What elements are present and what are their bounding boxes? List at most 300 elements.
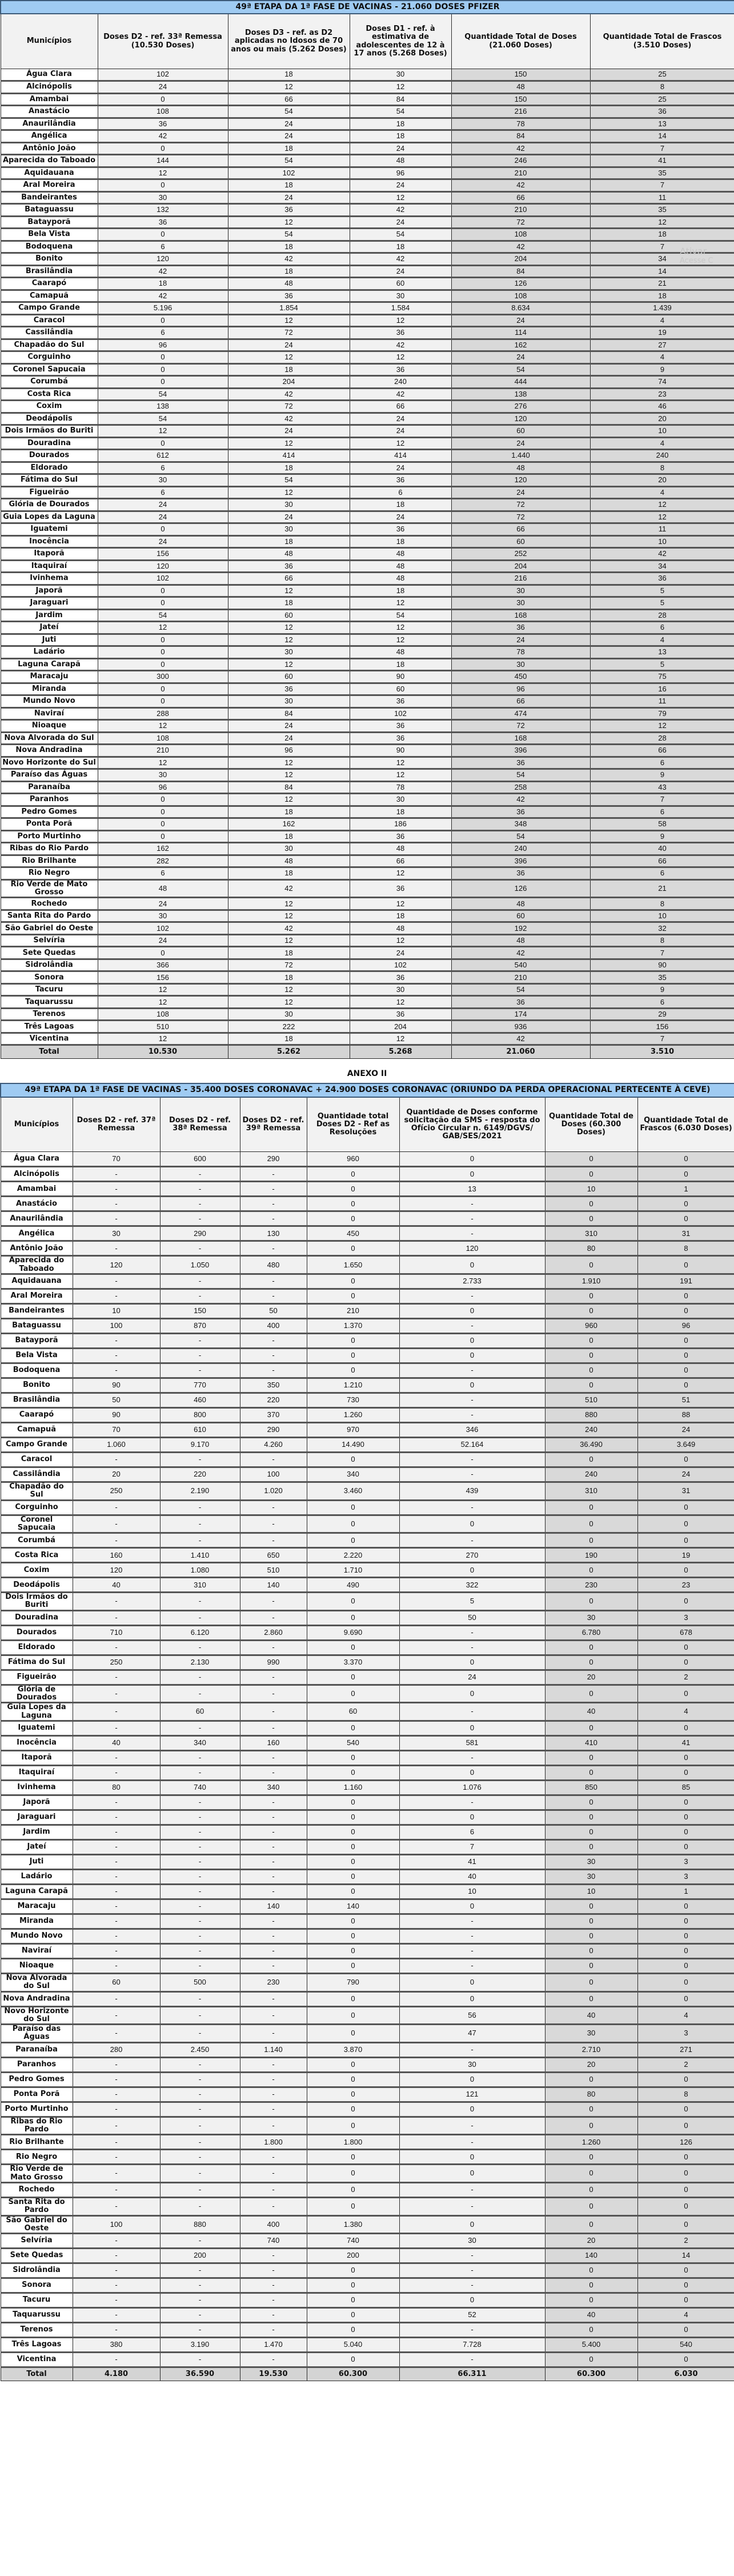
dose-value: 24 <box>228 118 350 130</box>
dose-value: 0 <box>637 1825 734 1839</box>
dose-value: 0 <box>399 2102 545 2117</box>
table-row <box>1 867 734 880</box>
municipality-name: Laguna Carapã <box>1 1884 73 1899</box>
dose-value: 60 <box>73 1973 160 1991</box>
dose-value: 0 <box>545 1289 637 1303</box>
table-row <box>1 241 734 253</box>
dose-value: - <box>240 1274 307 1289</box>
dose-value: 0 <box>545 1825 637 1839</box>
municipality-name: Douradina <box>1 437 98 450</box>
dose-value: 678 <box>637 1625 734 1640</box>
dose-value: 0 <box>399 1333 545 1348</box>
dose-value: 150 <box>451 69 590 81</box>
municipality-name: Maracaju <box>1 1899 73 1914</box>
dose-value: 36 <box>350 523 451 536</box>
dose-value: 23 <box>637 1578 734 1593</box>
dose-value: 0 <box>637 2102 734 2117</box>
table-row <box>1 1655 734 1670</box>
dose-value: - <box>240 2182 307 2197</box>
dose-value: 4 <box>590 314 734 327</box>
dose-value: 870 <box>160 1318 240 1333</box>
dose-value: 24 <box>350 142 451 155</box>
dose-value: 66 <box>350 855 451 867</box>
dose-value: 90 <box>73 1407 160 1422</box>
dose-value: 186 <box>350 818 451 831</box>
dose-value: - <box>73 1899 160 1914</box>
total-row <box>1 2367 734 2381</box>
municipality-name: Paranhos <box>1 794 98 806</box>
table-row <box>1 959 734 971</box>
dose-value: 18 <box>228 363 350 376</box>
dose-value: 41 <box>399 1854 545 1869</box>
dose-value: - <box>160 2025 240 2043</box>
dose-value: - <box>160 1452 240 1467</box>
dose-value: - <box>73 1914 160 1929</box>
dose-value: 880 <box>545 1407 637 1422</box>
dose-value: - <box>240 1348 307 1363</box>
dose-value: 18 <box>590 229 734 241</box>
dose-value: 10 <box>399 1884 545 1899</box>
dose-value: 36 <box>228 683 350 695</box>
dose-value: - <box>399 1407 545 1422</box>
dose-value: 0 <box>545 1348 637 1363</box>
dose-value: 160 <box>240 1735 307 1750</box>
column-header: Quantidade total Doses D2 - Ref as Resoluções <box>307 1097 399 1152</box>
dose-value: 29 <box>590 1008 734 1021</box>
dose-value: 0 <box>307 1515 399 1533</box>
table-row <box>1 1378 734 1393</box>
municipality-name: Aquidauana <box>1 167 98 179</box>
table-row <box>1 2135 734 2150</box>
dose-value: 0 <box>637 1211 734 1226</box>
dose-value: 40 <box>590 843 734 855</box>
municipality-name: Bataguassu <box>1 1318 73 1333</box>
municipality-name: Coxim <box>1 1563 73 1578</box>
dose-value: - <box>73 1765 160 1780</box>
dose-value: - <box>160 1610 240 1625</box>
dose-value: 7 <box>399 1839 545 1854</box>
dose-value: 0 <box>98 947 228 959</box>
table-row <box>1 523 734 536</box>
dose-value: 240 <box>451 843 590 855</box>
dose-value: 13 <box>399 1182 545 1197</box>
municipality-name: Jardim <box>1 1825 73 1839</box>
municipality-name: Corumbá <box>1 376 98 389</box>
dose-value: 48 <box>451 81 590 94</box>
municipality-name: Bonito <box>1 253 98 266</box>
table-row <box>1 130 734 143</box>
municipality-name: Vicentina <box>1 1033 98 1045</box>
table-row <box>1 879 734 898</box>
table-row <box>1 2150 734 2165</box>
municipality-name: Corguinho <box>1 351 98 364</box>
dose-value: 21 <box>590 278 734 290</box>
municipality-name: Naviraí <box>1 707 98 720</box>
municipality-name: Paranhos <box>1 2057 73 2072</box>
dose-value: 102 <box>228 167 350 179</box>
dose-value: 2 <box>637 2057 734 2072</box>
dose-value: 12 <box>98 720 228 733</box>
municipality-name: Rio Negro <box>1 867 98 880</box>
municipality-name: Camapuã <box>1 290 98 302</box>
dose-value: - <box>73 2249 160 2263</box>
municipality-name: Itaquiraí <box>1 1765 73 1780</box>
dose-value: 0 <box>637 1958 734 1973</box>
dose-value: 96 <box>98 339 228 351</box>
dose-value: 102 <box>350 707 451 720</box>
dose-value: 12 <box>350 597 451 610</box>
dose-value: 0 <box>307 1500 399 1515</box>
dose-value: 0 <box>98 683 228 695</box>
dose-value: 84 <box>451 265 590 278</box>
dose-value: - <box>160 1750 240 1765</box>
dose-value: 84 <box>350 93 451 106</box>
dose-value: 24 <box>98 511 228 523</box>
dose-value: 1.060 <box>73 1437 160 1452</box>
municipality-name: Taquarussu <box>1 2308 73 2323</box>
dose-value: 0 <box>637 1750 734 1765</box>
municipality-name: Camapuã <box>1 1422 73 1437</box>
dose-value: 1 <box>637 1884 734 1899</box>
municipality-name: Inocência <box>1 1735 73 1750</box>
dose-value: 0 <box>637 1593 734 1611</box>
table-row <box>1 1795 734 1810</box>
dose-value: 0 <box>307 1533 399 1548</box>
dose-value: 42 <box>228 879 350 898</box>
dose-value: 54 <box>228 474 350 487</box>
municipality-name: Japorã <box>1 1795 73 1810</box>
table-row <box>1 573 734 585</box>
dose-value: 20 <box>590 474 734 487</box>
dose-value: 0 <box>307 1929 399 1943</box>
dose-value: 936 <box>451 1021 590 1033</box>
dose-value: 0 <box>637 1640 734 1655</box>
dose-value: 0 <box>307 1211 399 1226</box>
dose-value: 0 <box>307 1721 399 1735</box>
dose-value: 42 <box>350 204 451 217</box>
table-row <box>1 1289 734 1303</box>
table-row <box>1 855 734 867</box>
municipality-name: Ribas do Rio Pardo <box>1 2117 73 2135</box>
dose-value: 12 <box>350 81 451 94</box>
dose-value: - <box>73 1500 160 1515</box>
dose-value: 0 <box>399 2072 545 2087</box>
municipality-name: Deodápolis <box>1 413 98 425</box>
dose-value: - <box>73 2293 160 2308</box>
municipality-name: Iguatemi <box>1 523 98 536</box>
dose-value: 240 <box>590 450 734 462</box>
dose-value: 0 <box>545 1914 637 1929</box>
dose-value: - <box>160 1825 240 1839</box>
table-row <box>1 2215 734 2234</box>
dose-value: - <box>240 1991 307 2006</box>
dose-value: 12 <box>350 314 451 327</box>
municipality-name: Tacuru <box>1 2293 73 2308</box>
dose-value: - <box>73 2006 160 2025</box>
dose-value: - <box>73 2278 160 2293</box>
dose-value: 0 <box>545 2165 637 2183</box>
dose-value: 9 <box>590 983 734 996</box>
dose-value: 12 <box>590 720 734 733</box>
dose-value: 5.040 <box>307 2338 399 2353</box>
dose-value: 410 <box>545 1735 637 1750</box>
table-row <box>1 922 734 935</box>
municipality-name: Nova Andradina <box>1 1991 73 2006</box>
dose-value: 0 <box>399 1303 545 1318</box>
municipality-name: Ponta Porã <box>1 2087 73 2102</box>
dose-value: 0 <box>637 2263 734 2278</box>
dose-value: 0 <box>545 2278 637 2293</box>
dose-value: 0 <box>637 1839 734 1854</box>
table-row <box>1 769 734 782</box>
dose-value: - <box>73 2057 160 2072</box>
dose-value: - <box>73 1884 160 1899</box>
dose-value: - <box>160 1795 240 1810</box>
dose-value: 42 <box>228 413 350 425</box>
table-row <box>1 1703 734 1721</box>
dose-value: 41 <box>637 1735 734 1750</box>
dose-value: 0 <box>637 1563 734 1578</box>
municipality-name: Bandeirantes <box>1 191 98 204</box>
table-row <box>1 1021 734 1033</box>
dose-value: 150 <box>451 93 590 106</box>
dose-value: - <box>399 1318 545 1333</box>
dose-value: 162 <box>228 818 350 831</box>
dose-value: 24 <box>228 425 350 438</box>
municipality-name: Ivinhema <box>1 1780 73 1795</box>
dose-value: 258 <box>451 781 590 794</box>
dose-value: 0 <box>545 2323 637 2338</box>
dose-value: 3 <box>637 1854 734 1869</box>
dose-value: - <box>73 2072 160 2087</box>
dose-value: 48 <box>350 646 451 659</box>
table-row <box>1 1363 734 1378</box>
dose-value: 18 <box>228 462 350 474</box>
table-row <box>1 363 734 376</box>
dose-value: 90 <box>73 1378 160 1393</box>
dose-value: - <box>73 1333 160 1348</box>
dose-value: 150 <box>160 1303 240 1318</box>
dose-value: 6 <box>590 622 734 634</box>
dose-value: - <box>240 1211 307 1226</box>
dose-value: - <box>73 1869 160 1884</box>
dose-value: 7 <box>590 794 734 806</box>
dose-value: - <box>73 1274 160 1289</box>
dose-value: 271 <box>637 2042 734 2057</box>
table-row <box>1 732 734 745</box>
dose-value: - <box>240 1670 307 1685</box>
dose-value: 72 <box>451 216 590 229</box>
dose-value: 42 <box>228 388 350 401</box>
municipality-name: Mundo Novo <box>1 1929 73 1943</box>
dose-value: 0 <box>545 1363 637 1378</box>
municipality-name: Inocência <box>1 535 98 548</box>
municipality-name: São Gabriel do Oeste <box>1 922 98 935</box>
dose-value: 18 <box>228 867 350 880</box>
dose-value: 36 <box>350 720 451 733</box>
table-row <box>1 499 734 511</box>
dose-value: - <box>399 1750 545 1765</box>
dose-value: - <box>240 1640 307 1655</box>
table-row <box>1 634 734 646</box>
dose-value: 0 <box>545 1991 637 2006</box>
dose-value: - <box>160 1839 240 1854</box>
dose-value: 30 <box>98 191 228 204</box>
dose-value: 0 <box>637 1303 734 1318</box>
dose-value: 140 <box>545 2249 637 2263</box>
dose-value: 36 <box>350 363 451 376</box>
dose-value: 1.854 <box>228 302 350 315</box>
dose-value: 222 <box>228 1021 350 1033</box>
dose-value: 0 <box>98 646 228 659</box>
table-row <box>1 1563 734 1578</box>
column-header: Doses D2 - ref. 33ª Remessa (10.530 Doses) <box>98 14 228 69</box>
dose-value: 18 <box>228 265 350 278</box>
dose-value: 9 <box>590 830 734 843</box>
dose-value: 0 <box>545 1765 637 1780</box>
dose-value: 24 <box>350 462 451 474</box>
municipality-name: Cassilândia <box>1 327 98 339</box>
municipality-name: Coxim <box>1 401 98 413</box>
dose-value: 0 <box>545 1810 637 1825</box>
dose-value: 346 <box>399 1422 545 1437</box>
dose-value: - <box>240 1241 307 1256</box>
municipality-name: Bela Vista <box>1 229 98 241</box>
dose-value: 80 <box>545 2087 637 2102</box>
table-row <box>1 658 734 671</box>
dose-value: - <box>160 1533 240 1548</box>
dose-value: 18 <box>228 535 350 548</box>
dose-value: 0 <box>637 1197 734 1211</box>
dose-value: 0 <box>637 1452 734 1467</box>
total-value: 5.262 <box>228 1045 350 1059</box>
dose-value: 0 <box>98 523 228 536</box>
dose-value: - <box>73 1533 160 1548</box>
dose-value: 204 <box>350 1021 451 1033</box>
dose-value: 28 <box>590 609 734 622</box>
dose-value: 0 <box>637 1256 734 1274</box>
dose-value: - <box>160 2072 240 2087</box>
dose-value: 18 <box>228 971 350 984</box>
dose-value: - <box>73 1197 160 1211</box>
dose-value: - <box>160 2087 240 2102</box>
dose-value: 0 <box>307 1914 399 1929</box>
dose-value: 47 <box>399 2025 545 2043</box>
dose-value: 24 <box>228 511 350 523</box>
dose-value: 27 <box>590 339 734 351</box>
dose-value: 0 <box>307 2263 399 2278</box>
municipality-name: Caarapó <box>1 1407 73 1422</box>
table-row <box>1 2182 734 2197</box>
dose-value: 12 <box>350 769 451 782</box>
dose-value: 0 <box>307 1685 399 1703</box>
dose-value: 24 <box>98 898 228 910</box>
total-value: 3.510 <box>590 1045 734 1059</box>
dose-value: 30 <box>228 843 350 855</box>
dose-value: - <box>240 2353 307 2367</box>
dose-value: 54 <box>98 609 228 622</box>
dose-value: - <box>160 2102 240 2117</box>
dose-value: - <box>399 1958 545 1973</box>
table-row <box>1 1182 734 1197</box>
dose-value: 12 <box>590 511 734 523</box>
dose-value: 66 <box>350 401 451 413</box>
dose-value: 0 <box>545 2102 637 2117</box>
municipality-name: Rochedo <box>1 2182 73 2197</box>
dose-value: 220 <box>240 1393 307 1407</box>
dose-value: 34 <box>590 253 734 266</box>
table-row <box>1 351 734 364</box>
dose-value: 96 <box>98 781 228 794</box>
coronavac-distribution-table <box>0 1083 734 2381</box>
dose-value: 120 <box>451 413 590 425</box>
dose-value: 19 <box>590 327 734 339</box>
dose-value: - <box>240 1839 307 1854</box>
dose-value: 36 <box>350 830 451 843</box>
dose-value: 210 <box>307 1303 399 1318</box>
dose-value: 0 <box>399 2150 545 2165</box>
dose-value: 54 <box>228 229 350 241</box>
dose-value: 12 <box>228 634 350 646</box>
table-row <box>1 118 734 130</box>
dose-value: 0 <box>637 1152 734 1167</box>
dose-value: 0 <box>98 818 228 831</box>
dose-value: - <box>160 1640 240 1655</box>
dose-value: 0 <box>545 2293 637 2308</box>
dose-value: 12 <box>228 585 350 597</box>
dose-value: 114 <box>451 327 590 339</box>
dose-value: 138 <box>451 388 590 401</box>
dose-value: - <box>160 1765 240 1780</box>
dose-value: 0 <box>307 1884 399 1899</box>
dose-value: 42 <box>451 241 590 253</box>
dose-value: - <box>160 1363 240 1378</box>
dose-value: 168 <box>451 732 590 745</box>
municipality-name: Bonito <box>1 1378 73 1393</box>
dose-value: 18 <box>228 806 350 818</box>
municipality-name: Antônio João <box>1 1241 73 1256</box>
dose-value: 12 <box>98 425 228 438</box>
table-row <box>1 806 734 818</box>
table-row <box>1 1348 734 1363</box>
dose-value: 0 <box>545 1721 637 1735</box>
dose-value: 18 <box>228 241 350 253</box>
dose-value: 6 <box>98 486 228 499</box>
table-row <box>1 683 734 695</box>
column-header: Municípios <box>1 1097 73 1152</box>
table-row <box>1 81 734 94</box>
dose-value: 0 <box>307 1274 399 1289</box>
dose-value: - <box>240 1810 307 1825</box>
dose-value: 340 <box>160 1735 240 1750</box>
municipality-name: Brasilândia <box>1 1393 73 1407</box>
dose-value: 12 <box>228 486 350 499</box>
dose-value: 290 <box>240 1152 307 1167</box>
dose-value: - <box>160 2234 240 2249</box>
table-row <box>1 2042 734 2057</box>
total-row <box>1 1045 734 1059</box>
municipality-name: Anaurilândia <box>1 1211 73 1226</box>
dose-value: 5 <box>590 597 734 610</box>
dose-value: 4 <box>637 2308 734 2323</box>
dose-value: - <box>399 2263 545 2278</box>
municipality-name: Alcinópolis <box>1 81 98 94</box>
dose-value: 48 <box>350 922 451 935</box>
dose-value: - <box>240 2087 307 2102</box>
dose-value: 0 <box>637 1378 734 1393</box>
dose-value: - <box>399 2042 545 2057</box>
dose-value: 490 <box>307 1578 399 1593</box>
